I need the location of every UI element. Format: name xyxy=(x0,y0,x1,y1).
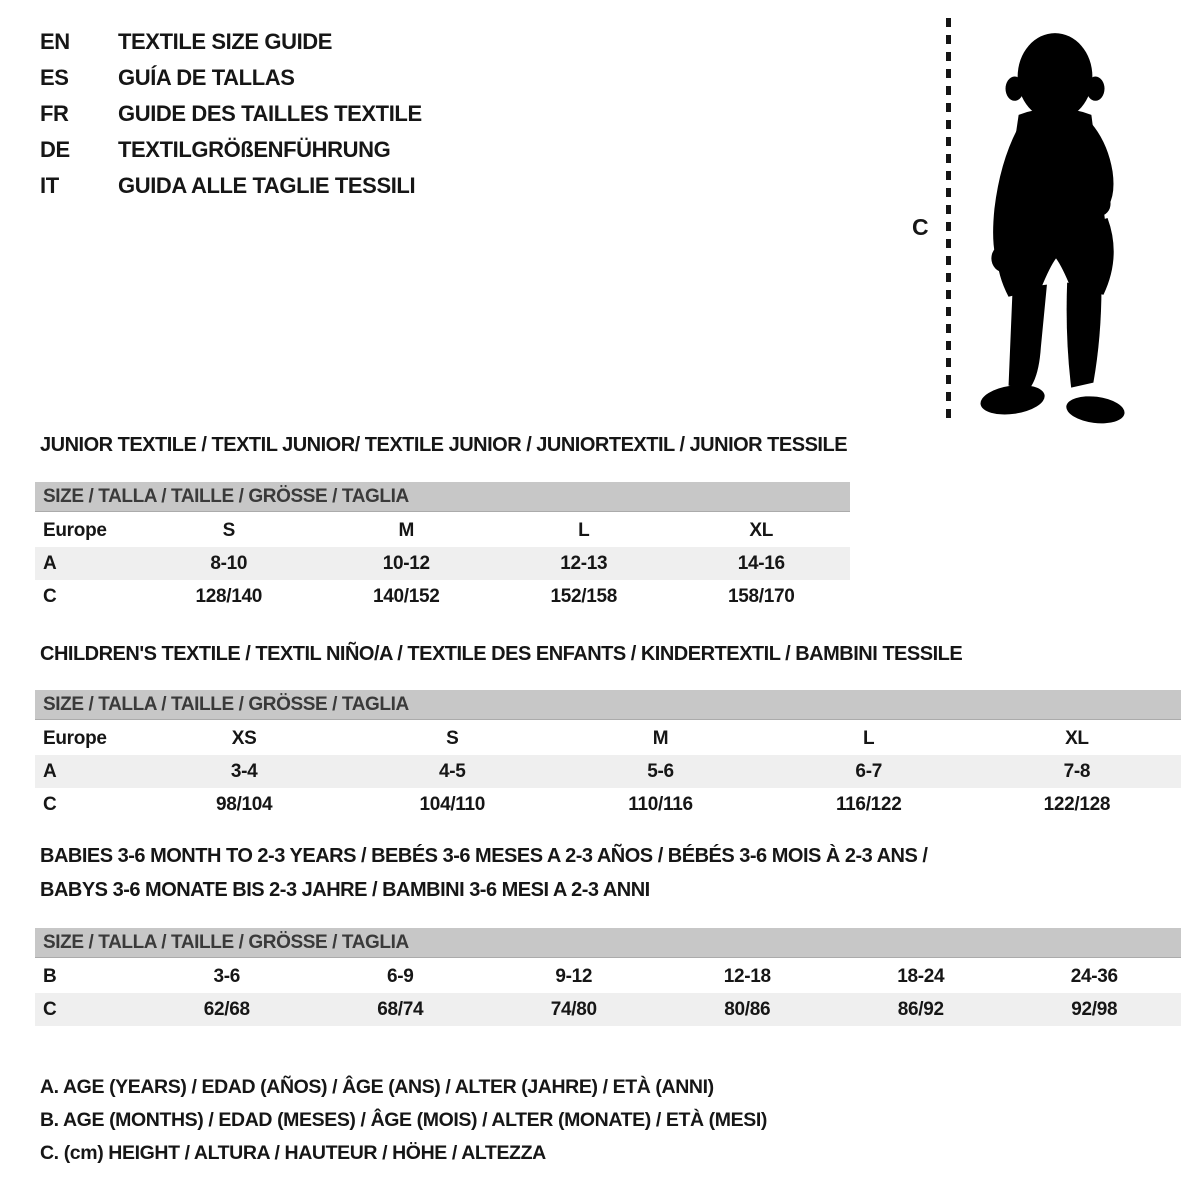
junior-section-heading: JUNIOR TEXTILE / TEXTIL JUNIOR/ TEXTILE JUNIOR / JUNIORTEXTIL / JUNIOR TESSILE xyxy=(40,434,848,456)
months-value: 18-24 xyxy=(897,965,945,987)
months-value: 9-12 xyxy=(555,965,593,987)
age-value: 6-7 xyxy=(855,760,882,782)
height-value: 92/98 xyxy=(1071,998,1118,1020)
size-col-l: L xyxy=(578,519,590,541)
children-size-header-bar: SIZE / TALLA / TAILLE / GRÖSSE / TAGLIA xyxy=(35,690,1181,720)
size-col-l: L xyxy=(863,727,875,749)
children-europe-row xyxy=(35,722,1181,755)
height-value: 74/80 xyxy=(550,998,597,1020)
age-value: 7-8 xyxy=(1063,760,1091,782)
junior-table xyxy=(35,482,850,613)
row-label-c: C xyxy=(43,998,57,1020)
lang-code-en: EN xyxy=(40,29,70,54)
babies-table xyxy=(35,928,1181,1026)
size-col-s: S xyxy=(222,519,235,541)
height-value: 62/68 xyxy=(203,998,250,1020)
height-value: 140/152 xyxy=(372,585,440,607)
size-col-m: M xyxy=(398,519,415,541)
language-title-list xyxy=(40,24,422,204)
age-value: 4-5 xyxy=(439,760,466,782)
junior-europe-row xyxy=(35,514,850,547)
height-value: 104/110 xyxy=(419,793,486,815)
lang-row-en xyxy=(40,24,422,60)
age-value: 14-16 xyxy=(737,552,785,574)
age-value: 5-6 xyxy=(647,760,674,782)
babies-height-row xyxy=(35,993,1181,1026)
region-label: Europe xyxy=(43,519,107,541)
height-value: 116/122 xyxy=(835,793,902,815)
lang-code-fr: FR xyxy=(40,101,69,126)
title-it: GUIDA ALLE TAGLIE TESSILI xyxy=(118,173,416,198)
lang-row-fr xyxy=(40,96,422,132)
height-value: 110/116 xyxy=(628,793,693,815)
junior-height-row xyxy=(35,580,850,613)
age-value: 12-13 xyxy=(560,552,608,574)
age-value: 3-4 xyxy=(230,760,258,782)
title-en: TEXTILE SIZE GUIDE xyxy=(118,29,333,54)
height-figure xyxy=(900,8,1192,432)
legend-height-cm: C. (cm) HEIGHT / ALTURA / HAUTEUR / HÖHE / ALTEZZA xyxy=(40,1142,546,1164)
row-label-c: C xyxy=(43,793,57,815)
height-dashed-line-icon xyxy=(946,18,951,420)
row-label-a: A xyxy=(43,760,57,782)
height-value: 158/170 xyxy=(727,585,795,607)
children-height-row xyxy=(35,788,1181,821)
months-value: 6-9 xyxy=(386,965,414,987)
children-table xyxy=(35,690,1181,821)
children-age-row xyxy=(35,755,1181,788)
lang-code-es: ES xyxy=(40,65,69,90)
lang-row-es xyxy=(40,60,422,96)
size-col-xs: XS xyxy=(231,727,257,749)
height-value: 152/158 xyxy=(550,585,618,607)
height-value: 86/92 xyxy=(897,998,944,1020)
babies-section-heading-line2: BABYS 3-6 MONATE BIS 2-3 JAHRE / BAMBINI 3-6 MESI A 2-3 ANNI xyxy=(40,879,650,901)
size-col-xl: XL xyxy=(749,519,774,541)
size-col-xl: XL xyxy=(1065,727,1089,749)
row-label-b: B xyxy=(43,965,57,987)
height-value: 68/74 xyxy=(377,998,424,1020)
height-measure-label: C xyxy=(912,214,929,240)
toddler-silhouette-icon xyxy=(966,22,1142,426)
junior-size-header-bar: SIZE / TALLA / TAILLE / GRÖSSE / TAGLIA xyxy=(35,482,850,512)
babies-size-header-bar: SIZE / TALLA / TAILLE / GRÖSSE / TAGLIA xyxy=(35,928,1181,958)
babies-months-row xyxy=(35,960,1181,993)
legend-age-months: B. AGE (MONTHS) / EDAD (MESES) / ÂGE (MOIS) / ALTER (MONATE) / ETÀ (MESI) xyxy=(40,1109,767,1131)
age-value: 10-12 xyxy=(382,552,430,574)
region-label: Europe xyxy=(43,727,107,749)
lang-row-de xyxy=(40,132,422,168)
months-value: 3-6 xyxy=(213,965,241,987)
legend-age-years: A. AGE (YEARS) / EDAD (AÑOS) / ÂGE (ANS) / ALTER (JAHRE) / ETÀ (ANNI) xyxy=(40,1076,714,1098)
title-es: GUÍA DE TALLAS xyxy=(118,65,295,90)
babies-section-heading-line1: BABIES 3-6 MONTH TO 2-3 YEARS / BEBÉS 3-6 MESES A 2-3 AÑOS / BÉBÉS 3-6 MOIS À 2-3 ANS / xyxy=(40,845,928,867)
title-de: TEXTILGRÖßENFÜHRUNG xyxy=(118,137,391,162)
months-value: 12-18 xyxy=(723,965,771,987)
legend xyxy=(40,1071,767,1170)
children-section-heading: CHILDREN'S TEXTILE / TEXTIL NIÑO/A / TEXTILE DES ENFANTS / KINDERTEXTIL / BAMBINI TESSILE xyxy=(40,643,963,665)
age-value: 8-10 xyxy=(210,552,248,574)
height-value: 122/128 xyxy=(1043,793,1111,815)
size-col-m: M xyxy=(652,727,669,749)
row-label-c: C xyxy=(43,585,57,607)
junior-age-row xyxy=(35,547,850,580)
title-fr: GUIDE DES TAILLES TEXTILE xyxy=(118,101,422,126)
lang-code-it: IT xyxy=(40,173,59,198)
lang-code-de: DE xyxy=(40,137,70,162)
lang-row-it xyxy=(40,168,422,204)
months-value: 24-36 xyxy=(1070,965,1118,987)
row-label-a: A xyxy=(43,552,57,574)
height-value: 80/86 xyxy=(724,998,771,1020)
height-value: 128/140 xyxy=(195,585,263,607)
height-value: 98/104 xyxy=(215,793,273,815)
size-col-s: S xyxy=(446,727,459,749)
